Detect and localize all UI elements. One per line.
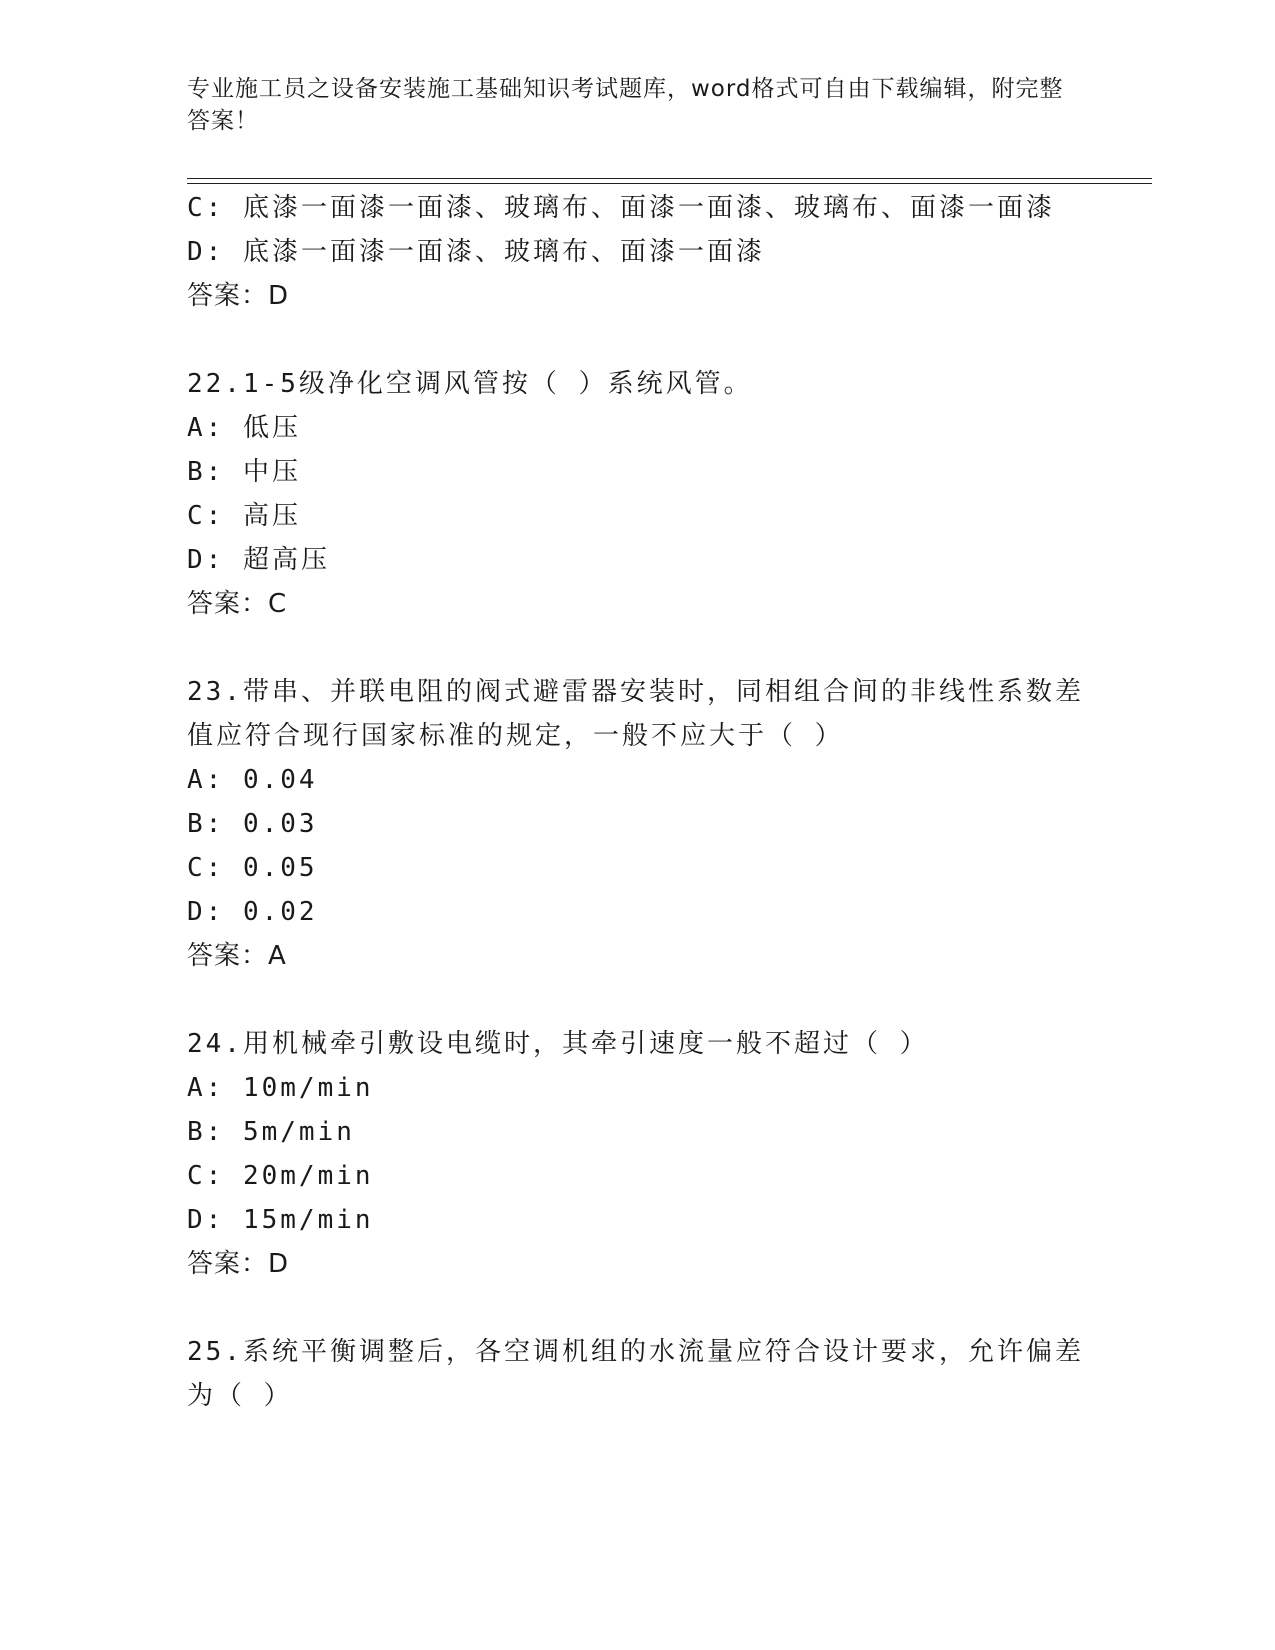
question-23-stem-line2: 值应符合现行国家标准的规定，一般不应大于（ ） <box>187 721 844 751</box>
question-23-option-b: B: 0.03 <box>187 809 318 839</box>
question-24-answer: 答案：D <box>187 1249 290 1279</box>
question-22-option-c: C: 高压 <box>187 501 301 531</box>
question-23-stem-line1: 23.带串、并联电阻的阀式避雷器安装时，同相组合间的非线性系数差 <box>187 677 1084 707</box>
question-24-option-b: B: 5m/min <box>187 1117 355 1147</box>
question-23-option-a: A: 0.04 <box>187 765 318 795</box>
question-24-option-a: A: 10m/min <box>187 1073 374 1103</box>
question-22-option-d: D: 超高压 <box>187 545 330 575</box>
question-25-stem-line2: 为（ ） <box>187 1381 293 1411</box>
question-22-answer: 答案：C <box>187 589 288 619</box>
header-divider-top <box>187 178 1152 179</box>
question-22-option-b: B: 中压 <box>187 457 301 487</box>
question-23-option-c: C: 0.05 <box>187 853 318 883</box>
question-24-option-c: C: 20m/min <box>187 1161 374 1191</box>
prev-question-option-c: C: 底漆一面漆一面漆、玻璃布、面漆一面漆、玻璃布、面漆一面漆 <box>187 193 1055 223</box>
question-24-option-d: D: 15m/min <box>187 1205 374 1235</box>
question-22-stem: 22.1-5级净化空调风管按（ ）系统风管。 <box>187 369 753 399</box>
question-23-option-d: D: 0.02 <box>187 897 318 927</box>
prev-question-option-d: D: 底漆一面漆一面漆、玻璃布、面漆一面漆 <box>187 237 765 267</box>
question-24-stem: 24.用机械牵引敷设电缆时，其牵引速度一般不超过（ ） <box>187 1029 929 1059</box>
prev-question-answer: 答案：D <box>187 281 290 311</box>
question-23-answer: 答案：A <box>187 941 287 971</box>
question-25-stem-line1: 25.系统平衡调整后，各空调机组的水流量应符合设计要求，允许偏差 <box>187 1337 1084 1367</box>
question-22-option-a: A: 低压 <box>187 413 301 443</box>
header-divider-bottom <box>187 183 1152 184</box>
document-header: 专业施工员之设备安装施工基础知识考试题库，word格式可自由下载编辑，附完整答案！ <box>187 76 1064 134</box>
